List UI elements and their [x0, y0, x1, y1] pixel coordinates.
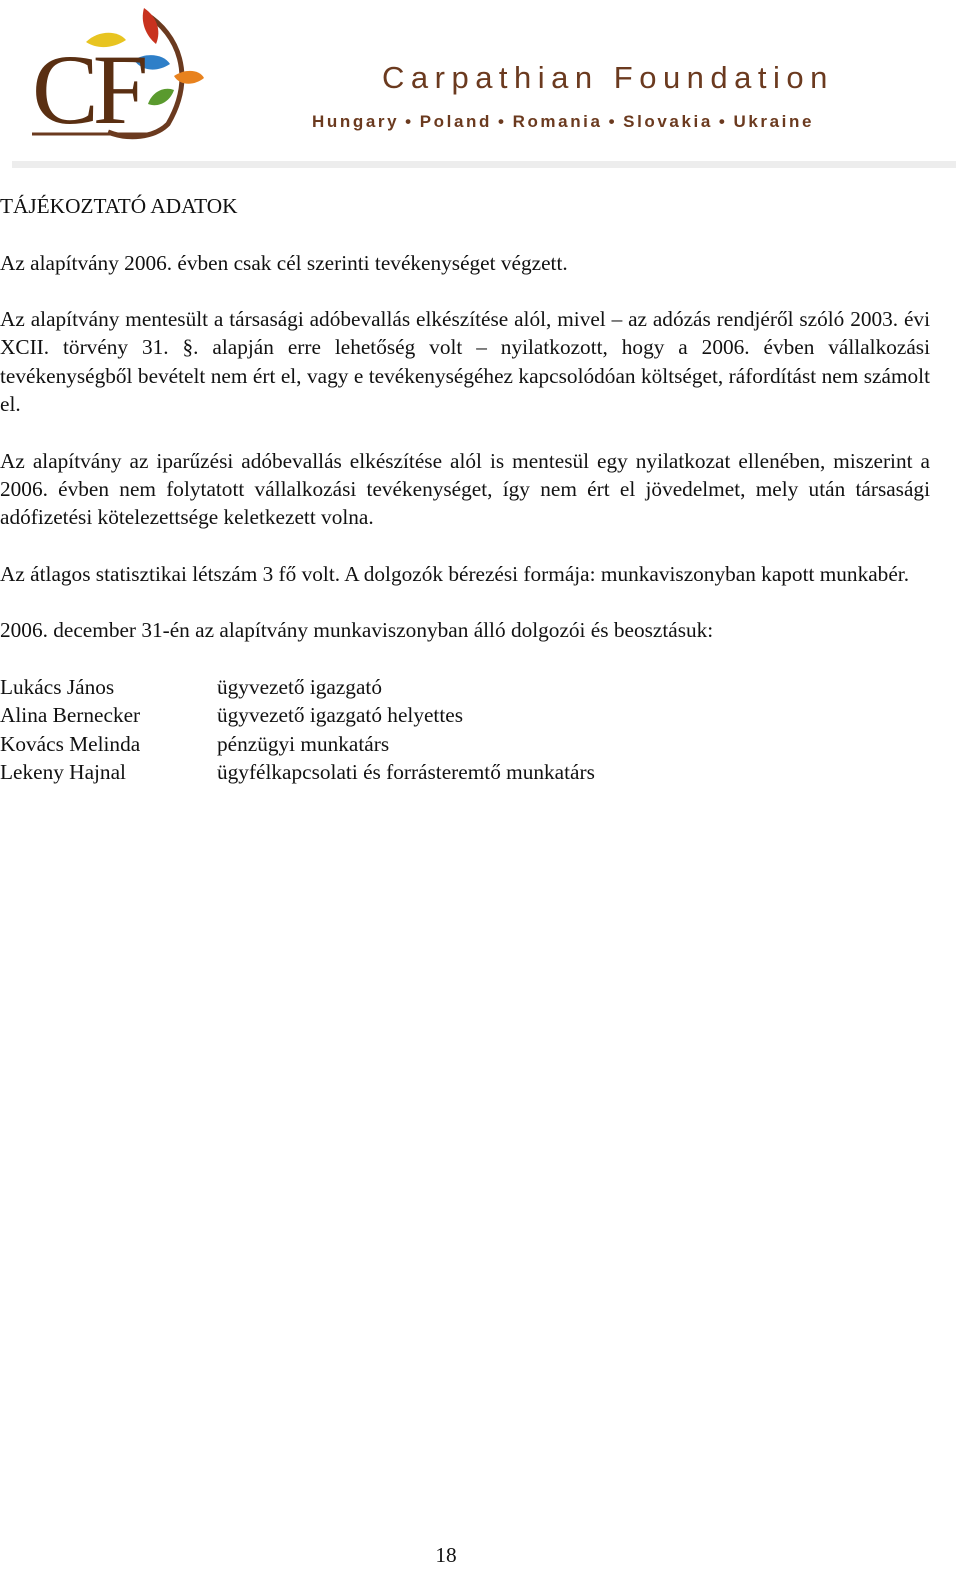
staff-role: pénzügyi munkatárs: [217, 731, 390, 756]
country-separator: •: [498, 112, 507, 131]
section-heading: TÁJÉKOZTATÓ ADATOK: [0, 194, 238, 218]
staff-row: [0, 758, 930, 786]
staff-name: Lekeny Hajnal: [0, 759, 126, 784]
staff-name: Alina Bernecker: [0, 703, 141, 728]
foundation-name: Carpathian Foundation: [382, 60, 834, 95]
document-body: [0, 192, 930, 786]
paragraph-corporate-tax: Az alapítvány mentesült a társasági adóbevallás elkészítése alól, mivel – az adózás rendjéről szóló 2003. évi XCII. törvény 31. §. alapján erre lehetőség volt – nyilatkozott, hogy a 2006. évben vállalkozási tevékenységből bevételt nem ért el, vagy e tevékenységéhez kapcsolódóan költséget, ráfordítást nem számolt el.: [0, 307, 930, 417]
paragraph-activity: Az alapítvány 2006. évben csak cél szerinti tevékenységet végzett.: [0, 250, 568, 275]
logo-monogram: CF: [32, 34, 143, 145]
country-list: [312, 112, 814, 132]
country-separator: •: [405, 112, 414, 131]
paragraph-headcount: Az átlagos statisztikai létszám 3 fő volt. A dolgozók bérezési formája: munkaviszonyban kapott munkabér.: [0, 561, 910, 586]
paragraph-local-business-tax: Az alapítvány az iparűzési adóbevallás elkészítése alól is mentesül egy nyilatkozat ellenében, miszerint a 2006. évben nem folytatott vállalkozási tevékenységet, így nem ért el jövedelmet, mely után társasági adófizetési kötelezettsége keletkezett volna.: [0, 448, 930, 530]
country-hungary: Hungary: [312, 112, 400, 131]
letterhead: [0, 0, 960, 170]
country-slovakia: Slovakia: [623, 112, 713, 131]
staff-role: ügyvezető igazgató helyettes: [217, 703, 463, 728]
country-poland: Poland: [419, 112, 492, 131]
country-separator: •: [718, 112, 728, 131]
staff-name: Lukács János: [0, 675, 115, 700]
staff-row: [0, 701, 930, 729]
country-romania: Romania: [512, 112, 603, 131]
page-number: 18: [435, 1543, 457, 1567]
country-ukraine: Ukraine: [733, 112, 815, 131]
country-separator: •: [608, 112, 618, 131]
staff-row: [0, 730, 930, 758]
staff-role: ügyvezető igazgató: [217, 675, 382, 700]
staff-intro: 2006. december 31-én az alapítvány munkaviszonyban álló dolgozói és beosztásuk:: [0, 618, 714, 643]
staff-list: [0, 673, 930, 786]
staff-row: [0, 673, 930, 701]
staff-role: ügyfélkapcsolati és forrásteremtő munkatárs: [217, 759, 595, 784]
header-divider: [12, 161, 956, 168]
carpathian-foundation-logo: [28, 6, 208, 145]
staff-name: Kovács Melinda: [0, 731, 141, 756]
